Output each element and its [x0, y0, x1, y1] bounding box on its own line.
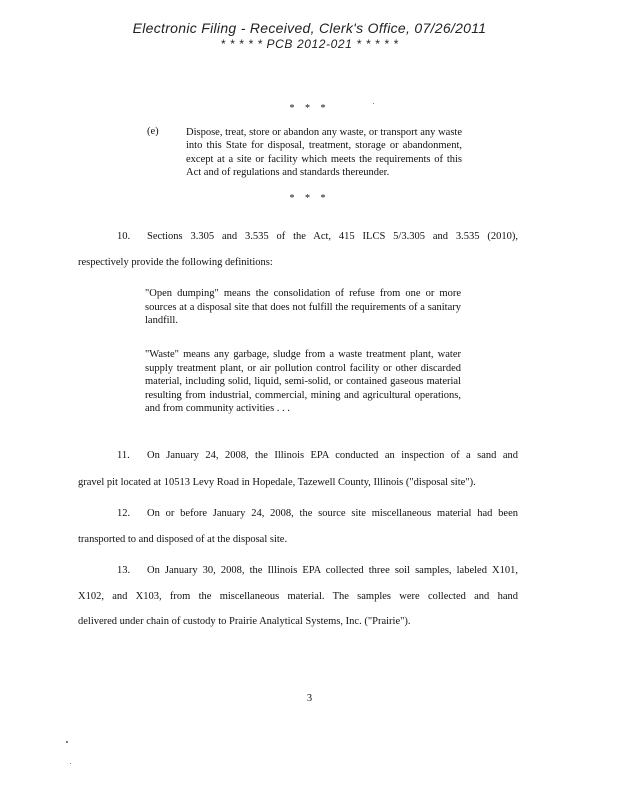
definition-open-dumping: "Open dumping" means the consolidation of refuse from one or more sources at a disposal site that does not fulfill the requirements of a sanitary landfill.	[145, 288, 461, 326]
scan-speck	[70, 763, 71, 764]
para-13-line2: X102, and X103, from the miscellaneous material. The samples were collected and hand	[78, 591, 518, 602]
para-11-line1: On January 24, 2008, the Illinois EPA conducted an inspection of a sand and	[147, 450, 518, 461]
ellipsis-top: * * *	[289, 103, 330, 114]
item-e-text: Dispose, treat, store or abandon any waste, or transport any waste into this State for disposal, treatment, storage or abandonment, except at a site or facility which meets the requirements of this Act and of regulations and standards thereunder.	[186, 127, 462, 179]
para-10-line1: Sections 3.305 and 3.535 of the Act, 415 ILCS 5/3.305 and 3.535 (2010),	[147, 231, 518, 242]
filing-stamp-line1: Electronic Filing - Received, Clerk's Office, 07/26/2011	[132, 20, 487, 36]
para-13-line1: On January 30, 2008, the Illinois EPA collected three soil samples, labeled X101,	[147, 565, 518, 576]
item-e-label: (e)	[147, 126, 159, 137]
para-10-line2: respectively provide the following definitions:	[78, 257, 273, 268]
para-12-number: 12.	[117, 508, 131, 519]
para-11-line2: gravel pit located at 10513 Levy Road in Hopedale, Tazewell County, Illinois ("disposal site").	[78, 477, 476, 488]
filing-stamp-line2: * * * * * PCB 2012-021 * * * * *	[220, 37, 399, 51]
para-13-line3: delivered under chain of custody to Prairie Analytical Systems, Inc. ("Prairie").	[78, 616, 411, 627]
definition-waste: "Waste" means any garbage, sludge from a waste treatment plant, water supply treatment plant, or air pollution control facility or other discarded material, including solid, liquid, semi-solid, or contained gaseous material resulting from industrial, commercial, mining and agricultural operations, and from community activities . . .	[145, 349, 461, 414]
scan-speck	[66, 741, 68, 743]
para-12-line2: transported to and disposed of at the disposal site.	[78, 534, 288, 545]
ellipsis-mid: * * *	[289, 193, 330, 204]
para-11-number: 11.	[117, 450, 130, 461]
page-number: 3	[306, 693, 313, 704]
para-12-line1: On or before January 24, 2008, the source site miscellaneous material had been	[147, 508, 518, 519]
para-13-number: 13.	[117, 565, 131, 576]
scan-speck	[373, 103, 374, 104]
para-10-number: 10.	[117, 231, 131, 242]
